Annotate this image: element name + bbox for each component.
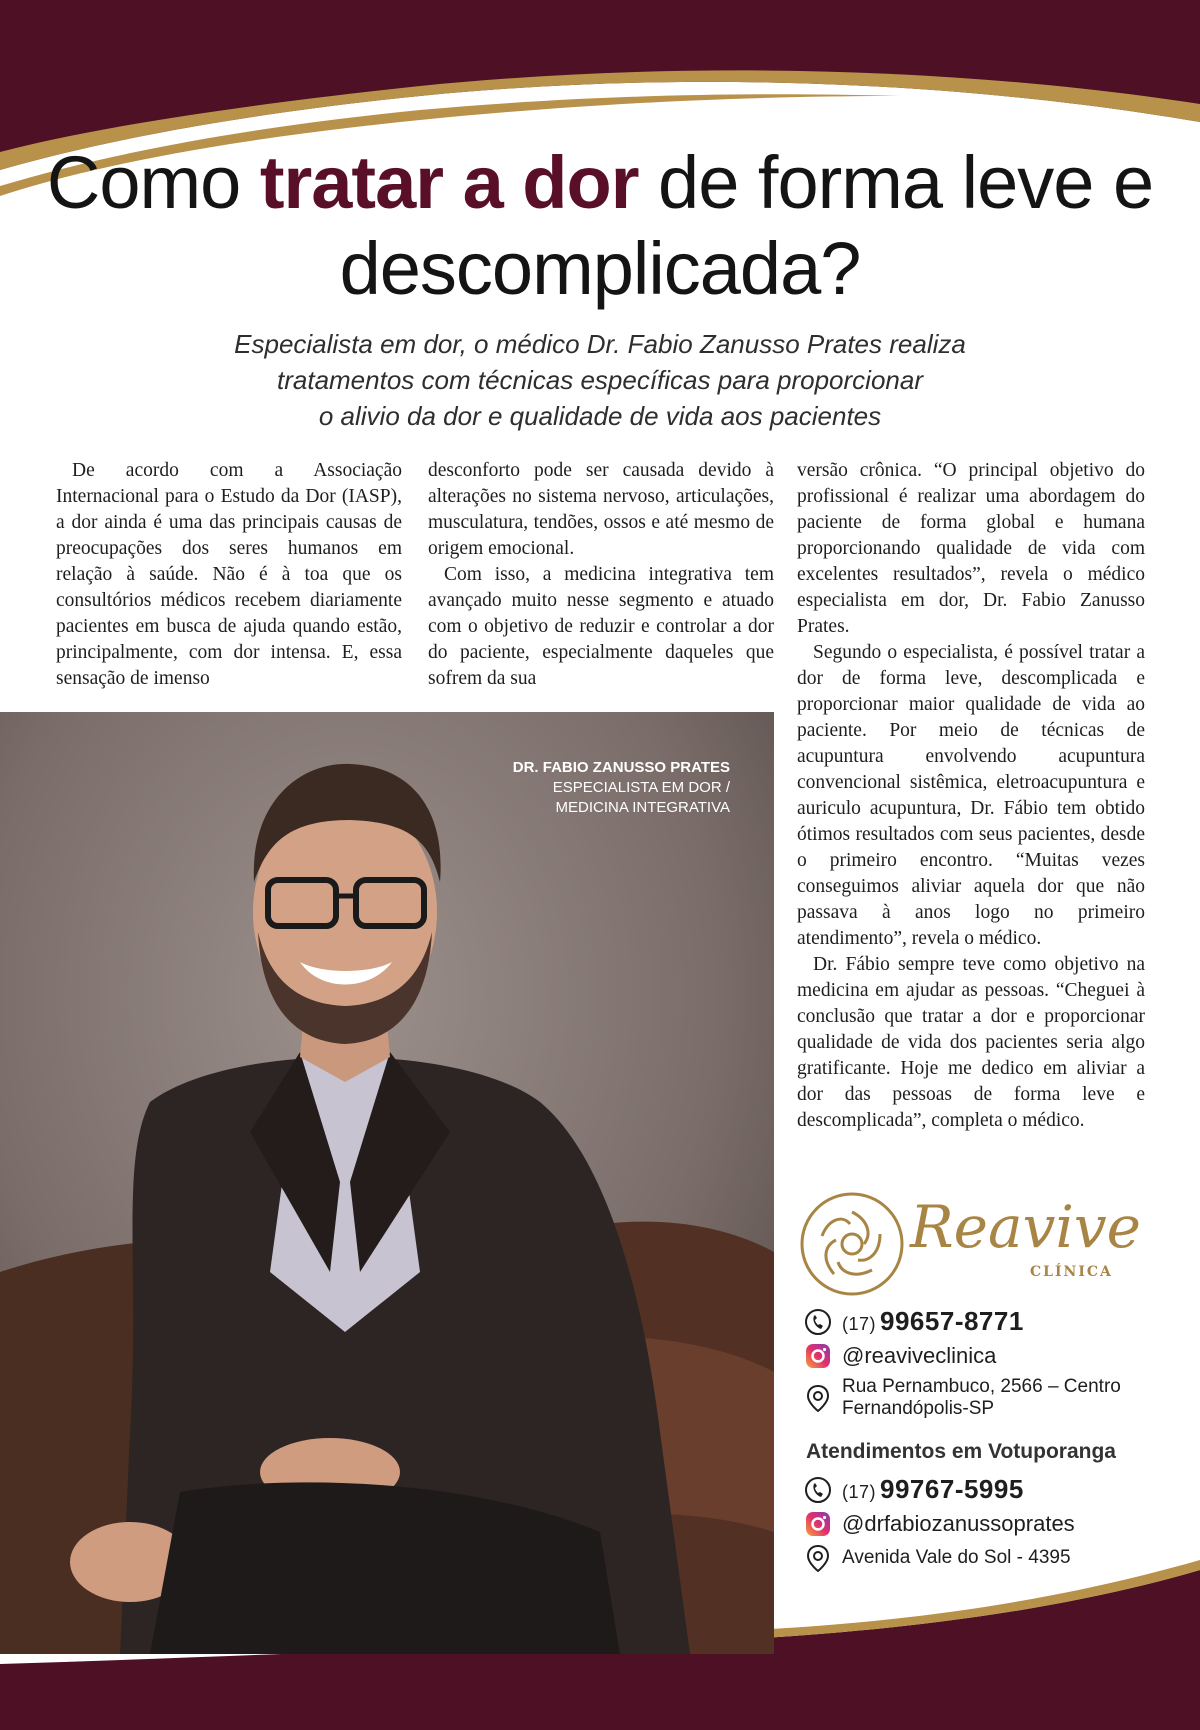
doctor-portrait [0,712,774,1654]
subtitle-line-1: Especialista em dor, o médico Dr. Fabio Zanusso Prates realiza [234,329,966,359]
votuporanga-phone-row[interactable] [804,1474,1024,1505]
instagram-icon [804,1342,832,1370]
article-column-2 [428,458,774,692]
subtitle-line-2: tratamentos com técnicas específicas para proporcionar [277,365,923,395]
instagram-icon [804,1510,832,1538]
photo-caption [513,758,730,818]
logo-subtitle: CLÍNICA [1030,1264,1113,1280]
article-paragraph: desconforto pode ser causada devido à alterações no sistema nervoso, articulações, musculatura, tendões, ossos e até mesmo de origem emocional. [428,460,774,559]
votuporanga-instagram-row[interactable] [804,1510,1075,1538]
article-paragraph: De acordo com a Associação Internacional para o Estudo da Dor (IASP), a dor ainda é uma das principais causas de preocupações dos seres humanos em relação à saúde. Não é à toa que os consultórios médicos recebem diariamente pacientes em busca de ajuda quando estão, principalmente, com dor intensa. E, essa sensação de imenso [56,460,402,689]
phone-icon [804,1308,832,1336]
main-instagram-row[interactable] [804,1342,996,1370]
votuporanga-phone-number: 99767-5995 [880,1474,1024,1504]
logo-wordmark: Reavive [910,1193,1141,1261]
caption-line-2: MEDICINA INTEGRATIVA [555,799,730,816]
votuporanga-address-row [804,1544,1071,1572]
reavive-emblem-icon [798,1190,906,1298]
subtitle [60,326,1140,434]
location-pin-icon [804,1544,832,1572]
article-paragraph: Segundo o especialista, é possível tratar a dor de forma leve, descomplicada e proporcionar maior qualidade de vida ao paciente. Por meio de técnicas de acupuntura envolvendo acupuntura convencional sistêmica, eletroacupuntura e auriculo acupuntura, Dr. Fábio tem obtido ótimos resultados com seus pacientes, desde o primeiro encontro. “Muitas vezes conseguimos aliviar aquela dor que não passava à anos logo no primeiro atendimento”, revela o médico. [797,642,1145,949]
main-address [842,1376,1121,1420]
location-pin-icon [804,1384,832,1412]
votuporanga-contact-block [804,1440,1164,1570]
main-instagram-handle: @reaviveclinica [842,1343,997,1368]
article-column-3 [797,458,1145,1134]
votuporanga-heading: Atendimentos em Votuporanga [806,1440,1116,1463]
subtitle-line-3: o alivio da dor e qualidade de vida aos pacientes [318,401,882,431]
reavive-logo [798,1190,1158,1300]
main-phone-row[interactable] [804,1306,1024,1337]
headline-part-2: de forma leve e descomplicada? [339,141,1154,310]
caption-line-1: ESPECIALISTA EM DOR / [552,779,730,796]
main-contact-block [804,1306,1164,1419]
main-phone-number: 99657-8771 [880,1306,1024,1336]
votuporanga-phone-area-code: (17) [842,1482,877,1502]
headline-highlight: tratar a dor [259,141,639,224]
article-column-1 [56,458,402,692]
article-paragraph: versão crônica. “O principal objetivo do profissional é realizar uma abordagem do paciente de forma global e humana proporcionando qualidade de vida com excelentes resultados”, revela o médico especialista em dor, Dr. Fabio Zanusso Prates. [797,460,1145,637]
headline [40,140,1160,312]
phone-icon [804,1476,832,1504]
headline-part-1: Como [46,141,260,224]
portrait-illustration [0,712,774,1654]
caption-name: DR. FABIO ZANUSSO PRATES [512,759,730,776]
article-paragraph: Dr. Fábio sempre teve como objetivo na medicina em ajudar as pessoas. “Cheguei à conclusão que tratar a dor e proporcionar qualidade de vida dos pacientes seria algo gratificante. Hoje me dedico em aliviar a dor das pessoas de forma leve e descomplicada”, completa o médico. [797,954,1145,1131]
main-address-row [804,1376,1121,1420]
main-address-line-1: Rua Pernambuco, 2566 – Centro [842,1376,1121,1397]
votuporanga-address: Avenida Vale do Sol - 4395 [842,1547,1071,1568]
main-address-line-2: Fernandópolis-SP [842,1398,995,1419]
article-paragraph: Com isso, a medicina integrativa tem avançado muito nesse segmento e atuado com o objetivo de reduzir e controlar a dor do paciente, especialmente daqueles que sofrem da sua [428,564,774,689]
main-phone-area-code: (17) [842,1314,877,1334]
votuporanga-instagram-handle: @drfabiozanussoprates [842,1511,1075,1536]
